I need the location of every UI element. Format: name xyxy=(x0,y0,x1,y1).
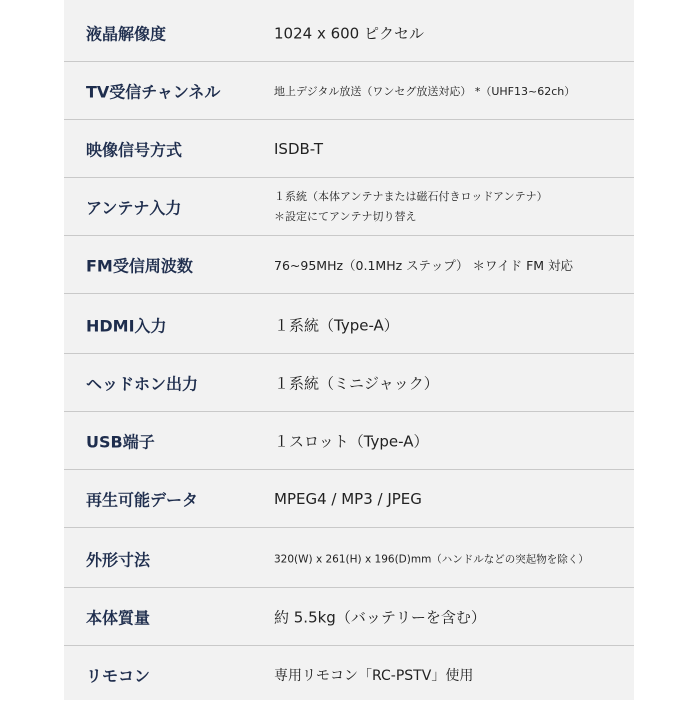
spec-row-headphone-output xyxy=(64,354,634,412)
spec-label: アンテナ入力 xyxy=(86,198,182,217)
spec-label: TV受信チャンネル xyxy=(86,82,221,101)
spec-label: USB端子 xyxy=(86,432,155,451)
spec-row-weight xyxy=(64,588,634,646)
spec-label: 映像信号方式 xyxy=(86,140,183,159)
spec-row-hdmi-input xyxy=(64,296,634,354)
spec-row-resolution xyxy=(64,4,634,62)
spec-value-line: １系統（本体アンテナまたは磁石付きロッドアンテナ） xyxy=(274,189,548,203)
spec-value-note: ＊設定にてアンテナ切り替え xyxy=(274,209,417,223)
spec-value: 76~95MHz（0.1MHz ステップ） ＊ワイド FM 対応 xyxy=(274,257,574,273)
spec-label: リモコン xyxy=(86,666,151,686)
spec-value: １系統（ミニジャック） xyxy=(274,374,439,392)
spec-label: 外形寸法 xyxy=(86,550,151,569)
spec-value: １系統（Type-A） xyxy=(274,316,399,334)
spec-value xyxy=(274,187,548,227)
spec-row-tv-channel xyxy=(64,62,634,120)
spec-row-fm-frequency xyxy=(64,236,634,294)
spec-row-remote xyxy=(64,646,634,704)
spec-value: ISDB-T xyxy=(274,139,323,158)
spec-row-dimensions xyxy=(64,530,634,588)
spec-value: MPEG4 / MP3 / JPEG xyxy=(274,489,422,508)
spec-value: 専用リモコン「RC-PSTV」使用 xyxy=(274,668,474,684)
spec-table xyxy=(64,0,634,700)
spec-value: 320(W) x 261(H) x 196(D)mm（ハンドルなどの突起物を除く） xyxy=(274,553,589,565)
spec-row-usb-port xyxy=(64,412,634,470)
spec-label: 本体質量 xyxy=(86,608,151,627)
spec-value: 約 5.5kg（バッテリーを含む） xyxy=(274,608,486,626)
spec-value: 1024 x 600 ピクセル xyxy=(274,24,424,42)
spec-label: ヘッドホン出力 xyxy=(86,374,199,393)
spec-row-antenna-input xyxy=(64,178,634,236)
spec-label: HDMI入力 xyxy=(86,316,167,335)
spec-value: 地上デジタル放送（ワンセグ放送対応） *（UHF13~62ch） xyxy=(274,84,576,98)
spec-label: 再生可能データ xyxy=(86,490,199,509)
spec-row-video-signal xyxy=(64,120,634,178)
spec-label: FM受信周波数 xyxy=(86,256,193,275)
spec-row-playable-data xyxy=(64,470,634,528)
spec-value: １スロット（Type-A） xyxy=(274,432,429,450)
spec-label: 液晶解像度 xyxy=(86,24,167,43)
